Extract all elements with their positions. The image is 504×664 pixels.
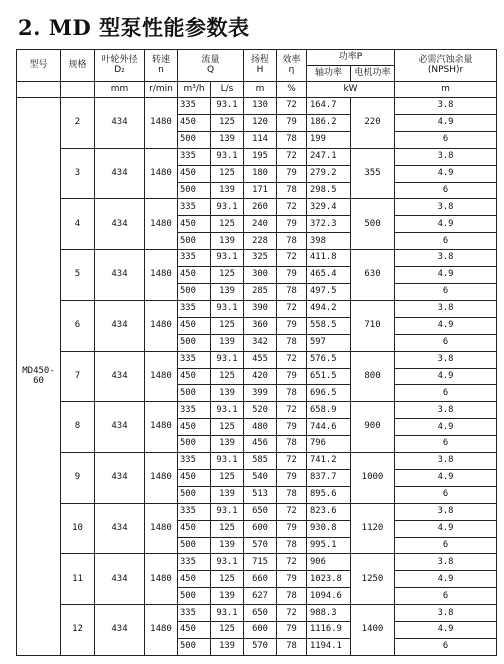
efficiency-cell: 78 xyxy=(277,588,307,605)
table-row xyxy=(17,554,497,571)
shaft-power-cell: 164.7 xyxy=(307,98,351,115)
head-cell: 520 xyxy=(244,402,277,419)
shaft-power-cell: 279.2 xyxy=(307,165,351,182)
motor-power-cell: 355 xyxy=(351,148,395,199)
shaft-power-cell: 744.6 xyxy=(307,419,351,436)
flow-ls-cell: 125 xyxy=(211,165,244,182)
flow-m3h-cell: 335 xyxy=(178,351,211,368)
motor-power-cell: 220 xyxy=(351,98,395,149)
npsh-cell: 6 xyxy=(395,639,497,656)
spec-cell: 2 xyxy=(61,98,95,149)
efficiency-cell: 72 xyxy=(277,503,307,520)
spec-cell: 7 xyxy=(61,351,95,402)
flow-ls-cell: 125 xyxy=(211,368,244,385)
header-npsh-symbol: (NPSH)r xyxy=(427,64,464,75)
table-row xyxy=(17,199,497,216)
motor-power-cell: 1400 xyxy=(351,605,395,656)
flow-ls-cell: 139 xyxy=(211,385,244,402)
spec-cell: 5 xyxy=(61,250,95,301)
efficiency-cell: 72 xyxy=(277,148,307,165)
npsh-cell: 6 xyxy=(395,131,497,148)
npsh-cell: 6 xyxy=(395,182,497,199)
flow-ls-cell: 139 xyxy=(211,334,244,351)
npsh-cell: 4.9 xyxy=(395,469,497,486)
header-motor-power: 电机功率 xyxy=(351,66,395,82)
flow-ls-cell: 125 xyxy=(211,520,244,537)
npsh-cell: 4.9 xyxy=(395,114,497,131)
flow-m3h-cell: 500 xyxy=(178,486,211,503)
header-flow-label: 流量 xyxy=(201,55,220,66)
unit-efficiency: % xyxy=(277,82,307,98)
npsh-cell: 3.8 xyxy=(395,402,497,419)
spec-cell: 8 xyxy=(61,402,95,453)
shaft-power-cell: 796 xyxy=(307,436,351,453)
motor-power-cell: 500 xyxy=(351,199,395,250)
shaft-power-cell: 741.2 xyxy=(307,453,351,470)
table-row xyxy=(17,503,497,520)
unit-impeller: mm xyxy=(95,82,145,98)
head-cell: 513 xyxy=(244,486,277,503)
head-cell: 570 xyxy=(244,639,277,656)
shaft-power-cell: 497.5 xyxy=(307,283,351,300)
efficiency-cell: 79 xyxy=(277,520,307,537)
npsh-cell: 6 xyxy=(395,283,497,300)
impeller-cell: 434 xyxy=(95,199,145,250)
speed-cell: 1480 xyxy=(145,605,178,656)
table-header xyxy=(17,50,497,98)
header-speed-label: 转速 xyxy=(151,55,170,66)
flow-ls-cell: 139 xyxy=(211,639,244,656)
flow-ls-cell: 125 xyxy=(211,469,244,486)
header-efficiency xyxy=(277,50,307,82)
motor-power-cell: 800 xyxy=(351,351,395,402)
efficiency-cell: 78 xyxy=(277,233,307,250)
flow-ls-cell: 139 xyxy=(211,131,244,148)
impeller-cell: 434 xyxy=(95,554,145,605)
flow-m3h-cell: 450 xyxy=(178,317,211,334)
head-cell: 456 xyxy=(244,436,277,453)
shaft-power-cell: 597 xyxy=(307,334,351,351)
speed-cell: 1480 xyxy=(145,250,178,301)
npsh-cell: 6 xyxy=(395,334,497,351)
unit-flow-ls: L/s xyxy=(211,82,244,98)
table-row xyxy=(17,605,497,622)
shaft-power-cell: 1194.1 xyxy=(307,639,351,656)
efficiency-cell: 78 xyxy=(277,537,307,554)
shaft-power-cell: 651.5 xyxy=(307,368,351,385)
npsh-cell: 3.8 xyxy=(395,453,497,470)
head-cell: 660 xyxy=(244,571,277,588)
efficiency-cell: 78 xyxy=(277,385,307,402)
flow-ls-cell: 93.1 xyxy=(211,503,244,520)
efficiency-cell: 79 xyxy=(277,317,307,334)
head-cell: 390 xyxy=(244,300,277,317)
flow-ls-cell: 93.1 xyxy=(211,199,244,216)
npsh-cell: 4.9 xyxy=(395,216,497,233)
efficiency-cell: 78 xyxy=(277,436,307,453)
flow-ls-cell: 93.1 xyxy=(211,148,244,165)
impeller-cell: 434 xyxy=(95,250,145,301)
table-row xyxy=(17,250,497,267)
speed-cell: 1480 xyxy=(145,98,178,149)
shaft-power-cell: 247.1 xyxy=(307,148,351,165)
npsh-cell: 4.9 xyxy=(395,571,497,588)
flow-m3h-cell: 500 xyxy=(178,537,211,554)
efficiency-cell: 78 xyxy=(277,639,307,656)
flow-ls-cell: 125 xyxy=(211,216,244,233)
flow-ls-cell: 125 xyxy=(211,622,244,639)
header-head-label: 扬程 xyxy=(251,55,270,66)
motor-power-cell: 1000 xyxy=(351,453,395,504)
shaft-power-cell: 576.5 xyxy=(307,351,351,368)
efficiency-cell: 72 xyxy=(277,300,307,317)
efficiency-cell: 72 xyxy=(277,453,307,470)
efficiency-cell: 79 xyxy=(277,114,307,131)
flow-m3h-cell: 450 xyxy=(178,267,211,284)
spec-cell: 9 xyxy=(61,453,95,504)
head-cell: 300 xyxy=(244,267,277,284)
flow-ls-cell: 93.1 xyxy=(211,351,244,368)
npsh-cell: 4.9 xyxy=(395,317,497,334)
speed-cell: 1480 xyxy=(145,453,178,504)
speed-cell: 1480 xyxy=(145,199,178,250)
flow-m3h-cell: 500 xyxy=(178,182,211,199)
efficiency-cell: 78 xyxy=(277,334,307,351)
flow-ls-cell: 125 xyxy=(211,114,244,131)
npsh-cell: 6 xyxy=(395,233,497,250)
flow-m3h-cell: 500 xyxy=(178,639,211,656)
npsh-cell: 4.9 xyxy=(395,520,497,537)
efficiency-cell: 79 xyxy=(277,469,307,486)
motor-power-cell: 1120 xyxy=(351,503,395,554)
efficiency-cell: 72 xyxy=(277,98,307,115)
impeller-cell: 434 xyxy=(95,300,145,351)
flow-m3h-cell: 450 xyxy=(178,114,211,131)
unit-power: kW xyxy=(307,82,395,98)
flow-m3h-cell: 500 xyxy=(178,385,211,402)
flow-m3h-cell: 500 xyxy=(178,233,211,250)
speed-cell: 1480 xyxy=(145,503,178,554)
shaft-power-cell: 837.7 xyxy=(307,469,351,486)
flow-ls-cell: 125 xyxy=(211,317,244,334)
shaft-power-cell: 696.5 xyxy=(307,385,351,402)
spec-cell: 4 xyxy=(61,199,95,250)
head-cell: 627 xyxy=(244,588,277,605)
npsh-cell: 6 xyxy=(395,537,497,554)
head-cell: 650 xyxy=(244,605,277,622)
flow-ls-cell: 139 xyxy=(211,486,244,503)
npsh-cell: 6 xyxy=(395,436,497,453)
head-cell: 715 xyxy=(244,554,277,571)
shaft-power-cell: 199 xyxy=(307,131,351,148)
header-efficiency-label: 效率 xyxy=(282,55,301,66)
motor-power-cell: 630 xyxy=(351,250,395,301)
table-row xyxy=(17,453,497,470)
shaft-power-cell: 398 xyxy=(307,233,351,250)
head-cell: 130 xyxy=(244,98,277,115)
impeller-cell: 434 xyxy=(95,402,145,453)
flow-ls-cell: 93.1 xyxy=(211,554,244,571)
flow-ls-cell: 93.1 xyxy=(211,453,244,470)
impeller-cell: 434 xyxy=(95,351,145,402)
header-efficiency-symbol: η xyxy=(288,64,295,75)
table-body xyxy=(17,98,497,656)
flow-ls-cell: 139 xyxy=(211,588,244,605)
flow-m3h-cell: 335 xyxy=(178,554,211,571)
flow-m3h-cell: 335 xyxy=(178,402,211,419)
header-impeller-label: 叶轮外径 xyxy=(101,55,138,66)
flow-m3h-cell: 500 xyxy=(178,131,211,148)
shaft-power-cell: 1094.6 xyxy=(307,588,351,605)
flow-ls-cell: 125 xyxy=(211,571,244,588)
head-cell: 180 xyxy=(244,165,277,182)
table-row xyxy=(17,98,497,115)
flow-ls-cell: 139 xyxy=(211,436,244,453)
spec-cell: 6 xyxy=(61,300,95,351)
npsh-cell: 3.8 xyxy=(395,351,497,368)
head-cell: 120 xyxy=(244,114,277,131)
shaft-power-cell: 494.2 xyxy=(307,300,351,317)
efficiency-cell: 72 xyxy=(277,199,307,216)
head-cell: 650 xyxy=(244,503,277,520)
shaft-power-cell: 906 xyxy=(307,554,351,571)
flow-m3h-cell: 500 xyxy=(178,334,211,351)
efficiency-cell: 79 xyxy=(277,571,307,588)
flow-m3h-cell: 500 xyxy=(178,588,211,605)
shaft-power-cell: 411.8 xyxy=(307,250,351,267)
shaft-power-cell: 930.8 xyxy=(307,520,351,537)
npsh-cell: 3.8 xyxy=(395,300,497,317)
flow-m3h-cell: 450 xyxy=(178,216,211,233)
head-cell: 455 xyxy=(244,351,277,368)
header-head xyxy=(244,50,277,82)
head-cell: 114 xyxy=(244,131,277,148)
npsh-cell: 3.8 xyxy=(395,250,497,267)
header-spec: 规格 xyxy=(61,50,95,82)
flow-m3h-cell: 335 xyxy=(178,98,211,115)
table-row xyxy=(17,300,497,317)
npsh-cell: 3.8 xyxy=(395,148,497,165)
shaft-power-cell: 298.5 xyxy=(307,182,351,199)
unit-model-empty xyxy=(17,82,61,98)
speed-cell: 1480 xyxy=(145,148,178,199)
flow-m3h-cell: 450 xyxy=(178,469,211,486)
impeller-cell: 434 xyxy=(95,503,145,554)
npsh-cell: 4.9 xyxy=(395,267,497,284)
flow-m3h-cell: 500 xyxy=(178,436,211,453)
flow-ls-cell: 125 xyxy=(211,267,244,284)
unit-flow-m3h: m³/h xyxy=(178,82,211,98)
impeller-cell: 434 xyxy=(95,148,145,199)
flow-m3h-cell: 450 xyxy=(178,368,211,385)
head-cell: 260 xyxy=(244,199,277,216)
efficiency-cell: 79 xyxy=(277,165,307,182)
flow-m3h-cell: 450 xyxy=(178,165,211,182)
units-row xyxy=(17,82,497,98)
header-flow xyxy=(178,50,244,82)
head-cell: 570 xyxy=(244,537,277,554)
flow-m3h-cell: 335 xyxy=(178,148,211,165)
header-speed xyxy=(145,50,178,82)
shaft-power-cell: 465.4 xyxy=(307,267,351,284)
header-speed-symbol: n xyxy=(158,64,164,75)
flow-ls-cell: 93.1 xyxy=(211,98,244,115)
efficiency-cell: 78 xyxy=(277,486,307,503)
efficiency-cell: 79 xyxy=(277,622,307,639)
efficiency-cell: 72 xyxy=(277,351,307,368)
head-cell: 360 xyxy=(244,317,277,334)
efficiency-cell: 79 xyxy=(277,216,307,233)
npsh-cell: 3.8 xyxy=(395,605,497,622)
flow-m3h-cell: 335 xyxy=(178,453,211,470)
header-flow-symbol: Q xyxy=(206,64,215,75)
motor-power-cell: 1250 xyxy=(351,554,395,605)
speed-cell: 1480 xyxy=(145,554,178,605)
performance-table xyxy=(16,49,497,656)
head-cell: 325 xyxy=(244,250,277,267)
shaft-power-cell: 329.4 xyxy=(307,199,351,216)
unit-speed: r/min xyxy=(145,82,178,98)
speed-cell: 1480 xyxy=(145,351,178,402)
npsh-cell: 6 xyxy=(395,385,497,402)
flow-ls-cell: 139 xyxy=(211,182,244,199)
flow-ls-cell: 93.1 xyxy=(211,402,244,419)
flow-ls-cell: 139 xyxy=(211,233,244,250)
speed-cell: 1480 xyxy=(145,402,178,453)
head-cell: 285 xyxy=(244,283,277,300)
efficiency-cell: 72 xyxy=(277,402,307,419)
shaft-power-cell: 372.3 xyxy=(307,216,351,233)
flow-m3h-cell: 500 xyxy=(178,283,211,300)
flow-m3h-cell: 450 xyxy=(178,520,211,537)
spec-cell: 3 xyxy=(61,148,95,199)
model-cell: MD450-60 xyxy=(17,98,61,656)
flow-m3h-cell: 450 xyxy=(178,622,211,639)
flow-m3h-cell: 335 xyxy=(178,250,211,267)
shaft-power-cell: 823.6 xyxy=(307,503,351,520)
header-impeller-diameter xyxy=(95,50,145,82)
head-cell: 585 xyxy=(244,453,277,470)
flow-ls-cell: 93.1 xyxy=(211,250,244,267)
shaft-power-cell: 988.3 xyxy=(307,605,351,622)
efficiency-cell: 72 xyxy=(277,554,307,571)
flow-m3h-cell: 450 xyxy=(178,419,211,436)
efficiency-cell: 79 xyxy=(277,267,307,284)
efficiency-cell: 72 xyxy=(277,605,307,622)
efficiency-cell: 78 xyxy=(277,283,307,300)
header-head-symbol: H xyxy=(256,64,264,75)
head-cell: 540 xyxy=(244,469,277,486)
shaft-power-cell: 1116.9 xyxy=(307,622,351,639)
table-row xyxy=(17,402,497,419)
npsh-cell: 3.8 xyxy=(395,554,497,571)
head-cell: 600 xyxy=(244,520,277,537)
efficiency-cell: 79 xyxy=(277,368,307,385)
table-row xyxy=(17,351,497,368)
shaft-power-cell: 995.1 xyxy=(307,537,351,554)
flow-ls-cell: 125 xyxy=(211,419,244,436)
npsh-cell: 3.8 xyxy=(395,199,497,216)
motor-power-cell: 900 xyxy=(351,402,395,453)
shaft-power-cell: 558.5 xyxy=(307,317,351,334)
flow-ls-cell: 93.1 xyxy=(211,605,244,622)
head-cell: 171 xyxy=(244,182,277,199)
unit-spec-empty xyxy=(61,82,95,98)
header-npsh-label: 必需汽蚀余量 xyxy=(418,55,473,66)
header-shaft-power: 轴功率 xyxy=(307,66,351,82)
flow-m3h-cell: 335 xyxy=(178,503,211,520)
spec-cell: 11 xyxy=(61,554,95,605)
npsh-cell: 4.9 xyxy=(395,368,497,385)
spec-cell: 10 xyxy=(61,503,95,554)
shaft-power-cell: 186.2 xyxy=(307,114,351,131)
npsh-cell: 3.8 xyxy=(395,98,497,115)
npsh-cell: 6 xyxy=(395,588,497,605)
efficiency-cell: 78 xyxy=(277,131,307,148)
head-cell: 600 xyxy=(244,622,277,639)
header-npsh xyxy=(395,50,497,82)
motor-power-cell: 710 xyxy=(351,300,395,351)
page-title: 2. MD 型泵性能参数表 xyxy=(18,15,250,40)
impeller-cell: 434 xyxy=(95,605,145,656)
efficiency-cell: 79 xyxy=(277,419,307,436)
npsh-cell: 4.9 xyxy=(395,419,497,436)
flow-m3h-cell: 450 xyxy=(178,571,211,588)
impeller-cell: 434 xyxy=(95,98,145,149)
head-cell: 342 xyxy=(244,334,277,351)
unit-npsh: m xyxy=(395,82,497,98)
head-cell: 228 xyxy=(244,233,277,250)
head-cell: 399 xyxy=(244,385,277,402)
efficiency-cell: 78 xyxy=(277,182,307,199)
table-row xyxy=(17,148,497,165)
impeller-cell: 434 xyxy=(95,453,145,504)
flow-ls-cell: 139 xyxy=(211,283,244,300)
npsh-cell: 4.9 xyxy=(395,165,497,182)
head-cell: 195 xyxy=(244,148,277,165)
efficiency-cell: 72 xyxy=(277,250,307,267)
npsh-cell: 4.9 xyxy=(395,622,497,639)
flow-ls-cell: 139 xyxy=(211,537,244,554)
shaft-power-cell: 895.6 xyxy=(307,486,351,503)
shaft-power-cell: 658.9 xyxy=(307,402,351,419)
flow-m3h-cell: 335 xyxy=(178,300,211,317)
flow-m3h-cell: 335 xyxy=(178,199,211,216)
head-cell: 480 xyxy=(244,419,277,436)
speed-cell: 1480 xyxy=(145,300,178,351)
flow-ls-cell: 93.1 xyxy=(211,300,244,317)
head-cell: 240 xyxy=(244,216,277,233)
header-impeller-symbol: D₂ xyxy=(114,64,125,75)
header-model: 型号 xyxy=(17,50,61,82)
header-power: 功率P xyxy=(307,50,395,66)
npsh-cell: 6 xyxy=(395,486,497,503)
spec-cell: 12 xyxy=(61,605,95,656)
shaft-power-cell: 1023.8 xyxy=(307,571,351,588)
flow-m3h-cell: 335 xyxy=(178,605,211,622)
head-cell: 420 xyxy=(244,368,277,385)
unit-head: m xyxy=(244,82,277,98)
npsh-cell: 3.8 xyxy=(395,503,497,520)
